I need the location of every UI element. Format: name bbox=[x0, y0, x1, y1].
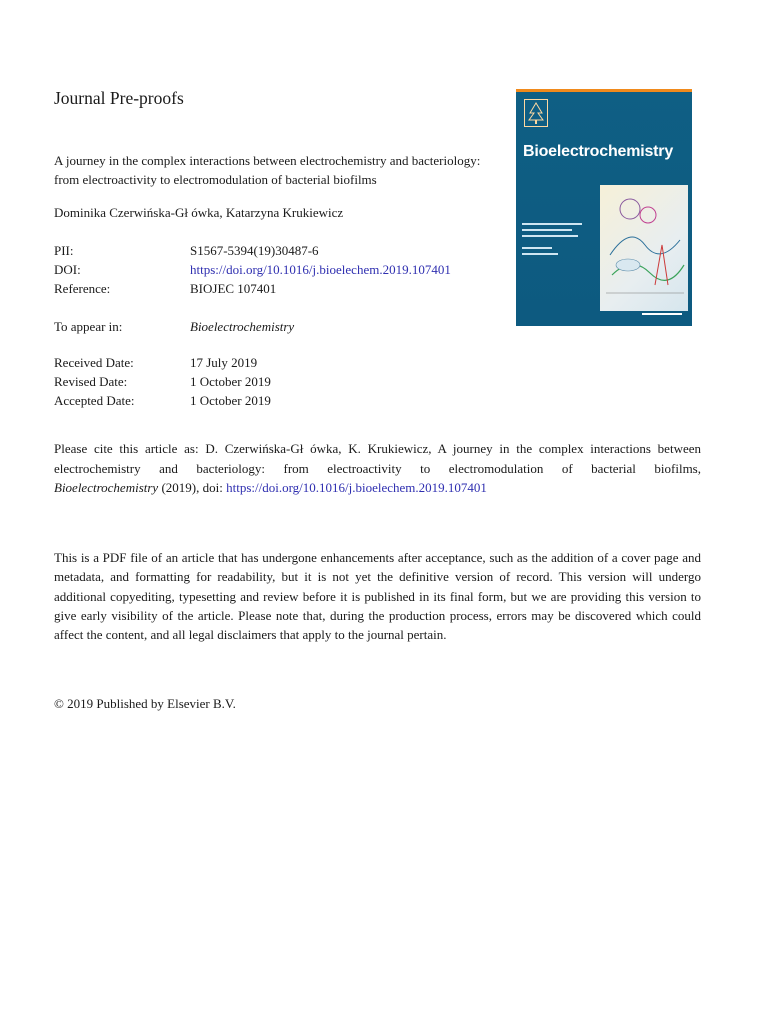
revised-label: Revised Date: bbox=[54, 374, 128, 389]
pre-proof-notice: This is a PDF file of an article that has undergone enhancements after acceptance, such as the addition of a cover page and metadata, and formatting for readability, but it is not yet the definitive version of record. This version will undergo additional copyediting, typesetting and review before it is published in its final form, but we are providing this version to give early visibility of the article. Please note that, during the production process, errors may be discovered which could affect the content, and all legal disclaimers that apply to the journal pertain. bbox=[54, 550, 701, 643]
appear-label: To appear in: bbox=[54, 319, 123, 334]
cover-accent-strip bbox=[516, 89, 692, 92]
elsevier-tree-logo bbox=[524, 99, 548, 127]
received-date: 17 July 2019 bbox=[190, 355, 258, 370]
citation-line-2: electrochemistry and bacteriology: from electroactivity to electromodulation of bacterial biofilms, bbox=[54, 460, 701, 476]
citation-doi-link[interactable]: https://doi.org/10.1016/j.bioelechem.2019.107401 bbox=[226, 480, 487, 495]
article-authors: Dominika Czerwińska-Gł ówka, Katarzyna Krukiewicz bbox=[54, 205, 344, 220]
revised-date: 1 October 2019 bbox=[190, 374, 271, 389]
article-title: A journey in the complex interactions between electrochemistry and bacteriology: from electroactivity to electromodulation of bacterial biofilms bbox=[54, 153, 481, 187]
reference-value: BIOJEC 107401 bbox=[190, 281, 277, 296]
cover-side-text bbox=[522, 223, 592, 265]
page-heading: Journal Pre-proofs bbox=[54, 88, 184, 108]
citation-journal: Bioelectrochemistry bbox=[54, 480, 159, 495]
citation-line-3 bbox=[54, 478, 701, 498]
citation-line-1: Please cite this article as: D. Czerwińska-Gł ówka, K. Krukiewicz, A journey in the complex interactions between bbox=[54, 441, 701, 456]
citation-paragraph bbox=[54, 439, 701, 498]
doi-link[interactable]: https://doi.org/10.1016/j.bioelechem.2019.107401 bbox=[190, 262, 451, 277]
pii-label: PII: bbox=[54, 243, 74, 258]
journal-name: Bioelectrochemistry bbox=[190, 319, 295, 334]
accepted-date: 1 October 2019 bbox=[190, 393, 271, 408]
accepted-label: Accepted Date: bbox=[54, 393, 135, 408]
reference-label: Reference: bbox=[54, 281, 111, 296]
sciencedirect-logo bbox=[642, 311, 682, 319]
received-label: Received Date: bbox=[54, 355, 134, 370]
journal-cover-image[interactable] bbox=[516, 89, 692, 326]
copyright-notice: © 2019 Published by Elsevier B.V. bbox=[54, 696, 236, 711]
cover-journal-title: Bioelectrochemistry bbox=[523, 143, 674, 160]
cover-artwork-panel bbox=[600, 185, 688, 311]
citation-year-doi: (2019), doi: bbox=[158, 480, 227, 495]
doi-label: DOI: bbox=[54, 262, 81, 277]
pii-value: S1567-5394(19)30487-6 bbox=[190, 243, 319, 258]
